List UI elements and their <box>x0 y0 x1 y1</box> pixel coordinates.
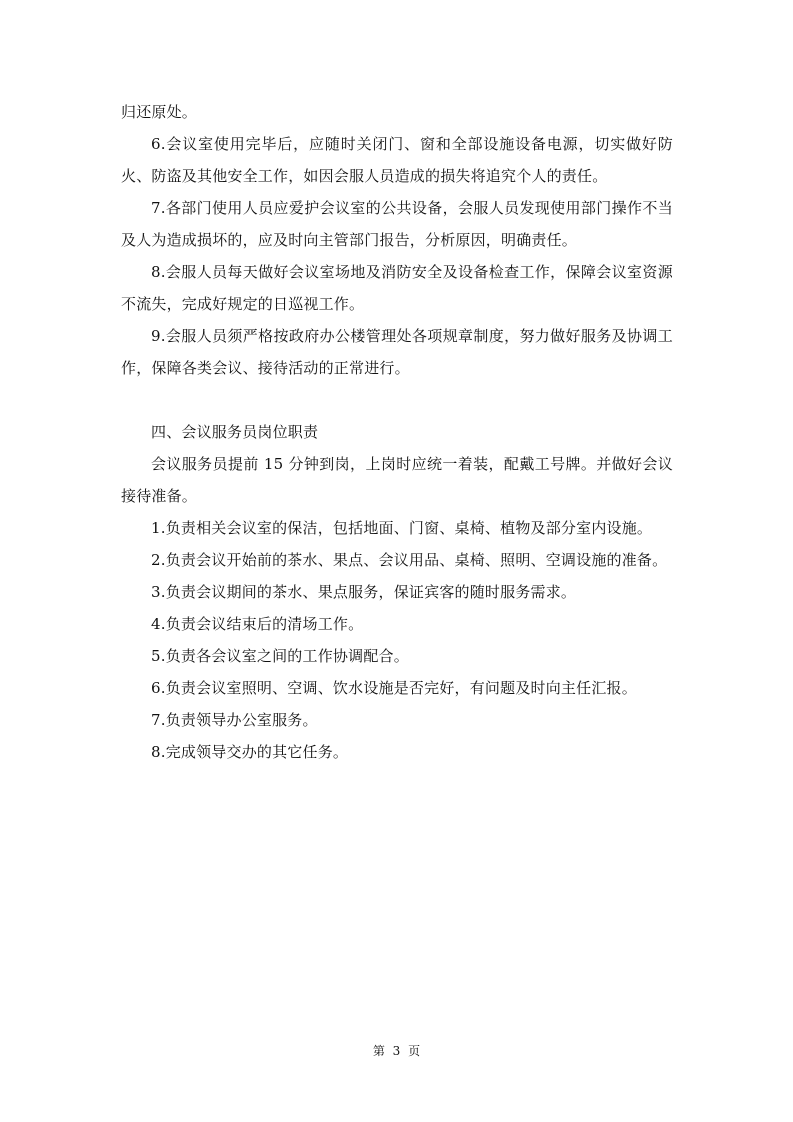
paragraph-rule-7: 7.各部门使用人员应爱护会议室的公共设备，会服人员发现使用部门操作不当及人为造成损坏的，应及时向主管部门报告，分析原因，明确责任。 <box>121 199 673 249</box>
duty-item-5: 5.负责各会议室之间的工作协调配合。 <box>151 647 409 665</box>
duty-item-2: 2.负责会议开始前的茶水、果点、会议用品、桌椅、照明、空调设施的准备。 <box>151 551 668 569</box>
paragraph-rule-6: 6.会议室使用完毕后，应随时关闭门、窗和全部设施设备电源，切实做好防火、防盗及其他安全工作，如因会服人员造成的损失将追究个人的责任。 <box>121 135 673 185</box>
page-number: 第 3 页 <box>372 1044 421 1058</box>
section-heading: 四、会议服务员岗位职责 <box>151 423 319 441</box>
duty-item-8: 8.完成领导交办的其它任务。 <box>151 743 349 761</box>
paragraph-rule-8: 8.会服人员每天做好会议室场地及消防安全及设备检查工作，保障会议室资源不流失，完成好规定的日巡视工作。 <box>121 263 673 313</box>
duty-item-3: 3.负责会议期间的茶水、果点服务，保证宾客的随时服务需求。 <box>151 583 577 601</box>
document-body <box>121 96 673 768</box>
section-intro: 会议服务员提前 15 分钟到岗，上岗时应统一着装，配戴工号牌。并做好会议接待准备。 <box>121 455 673 505</box>
duty-item-4: 4.负责会议结束后的清场工作。 <box>151 615 364 633</box>
paragraph-continuation: 归还原处。 <box>121 103 198 121</box>
section-spacer <box>121 384 673 416</box>
duty-item-1: 1.负责相关会议室的保洁，包括地面、门窗、桌椅、植物及部分室内设施。 <box>151 519 653 537</box>
duty-item-6: 6.负责会议室照明、空调、饮水设施是否完好，有问题及时向主任汇报。 <box>151 679 637 697</box>
paragraph-rule-9: 9.会服人员须严格按政府办公楼管理处各项规章制度，努力做好服务及协调工作，保障各类会议、接待活动的正常进行。 <box>121 327 673 377</box>
duty-item-7: 7.负责领导办公室服务。 <box>151 711 318 729</box>
